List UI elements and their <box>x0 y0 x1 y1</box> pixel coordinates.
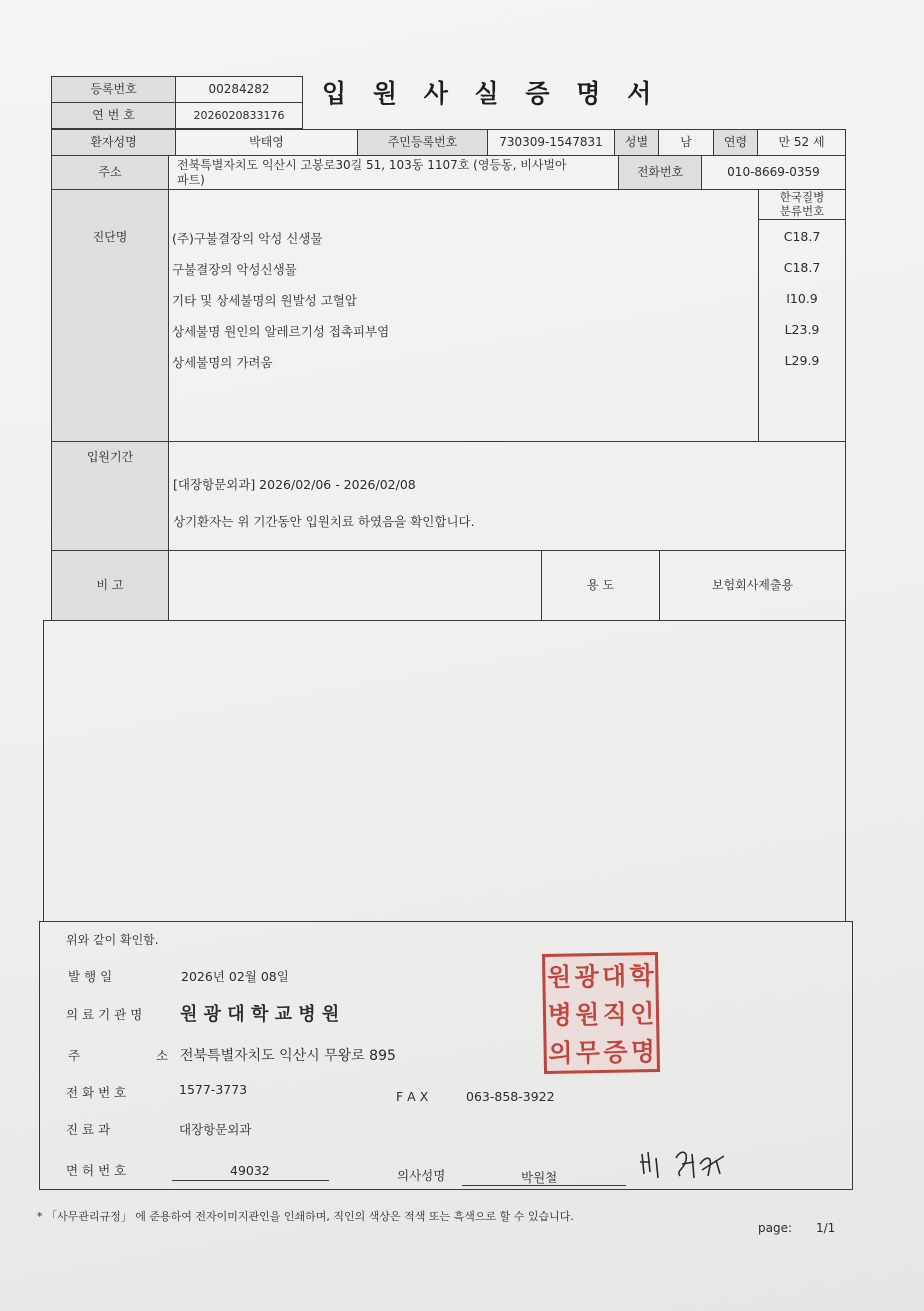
remarks-label: 비 고 <box>51 550 169 621</box>
admission-period: [대장항문외과] 2026/02/06 - 2026/02/08 <box>173 477 416 492</box>
dept-label: 진 료 과 <box>66 1122 111 1137</box>
seal-char: 직 <box>602 999 628 1029</box>
seal-char: 원 <box>546 962 572 992</box>
phone-value: 010-8669-0359 <box>701 155 846 190</box>
doctor-name: 박원철 <box>521 1170 558 1185</box>
diagnosis-name: 상세불명 원인의 알레르기성 접촉피부염 <box>172 324 390 339</box>
serial-no-label: 연 번 호 <box>51 102 176 129</box>
diagnosis-item <box>172 353 846 373</box>
patient-name: 박태영 <box>175 129 358 156</box>
license-label: 면 허 번 호 <box>66 1163 127 1178</box>
diagnosis-code: I10.9 <box>786 291 818 306</box>
reg-no-label: 등록번호 <box>51 76 176 103</box>
age-label: 연령 <box>713 129 758 156</box>
seal-char: 대 <box>601 961 627 991</box>
sex-label: 성별 <box>614 129 659 156</box>
address-line1: 전북특별자치도 익산시 고봉로30길 51, 103동 1107호 (영등동, 비사벌아 <box>177 158 567 173</box>
hospital-address: 전북특별자치도 익산시 무왕로 895 <box>180 1048 396 1064</box>
seal-char: 원 <box>574 1000 600 1030</box>
hospital-phone: 1577-3773 <box>179 1082 248 1097</box>
issue-date: 2026년 02월 08일 <box>181 969 289 984</box>
admission-confirm: 상기환자는 위 기간동안 입원치료 하였음을 확인합니다. <box>173 514 475 529</box>
seal-char: 인 <box>629 999 655 1029</box>
address-label-right: 소 <box>156 1048 169 1063</box>
remarks-value <box>168 550 542 621</box>
rrn-label: 주민등록번호 <box>357 129 488 156</box>
seal-char: 병 <box>547 1000 573 1030</box>
sex-value: 남 <box>658 129 714 156</box>
dept-value: 대장항문외과 <box>179 1122 252 1137</box>
age-value: 만 52 세 <box>757 129 846 156</box>
diagnosis-name: 상세불명의 가려움 <box>172 355 273 370</box>
admission-label: 입원기간 <box>51 441 169 551</box>
address-value <box>168 155 619 190</box>
seal-char: 증 <box>603 1037 628 1067</box>
diagnosis-list <box>172 229 846 399</box>
page-label: page: <box>758 1221 793 1235</box>
diagnosis-name: (주)구불결장의 악성 신생물 <box>172 231 323 246</box>
patient-name-label: 환자성명 <box>51 129 176 156</box>
address-label-left: 주 <box>68 1048 81 1063</box>
diagnosis-code: L23.9 <box>784 322 820 337</box>
institution-label: 의 료 기 관 명 <box>66 1007 143 1022</box>
diagnosis-name: 기타 및 상세불명의 원발성 고혈압 <box>172 293 357 308</box>
purpose-label: 용 도 <box>541 550 660 621</box>
address-line2: 파트) <box>177 172 205 187</box>
seal-char: 광 <box>574 962 599 992</box>
seal-char: 의 <box>548 1038 573 1068</box>
footer-notice: * 「사무관리규정」 에 준용하여 전자이미지관인을 인쇄하며, 직인의 색상은 적색 또는 흑색으로 할 수 있습니다. <box>37 1210 574 1223</box>
hospital-seal <box>542 952 660 1074</box>
doctor-underline <box>462 1185 626 1186</box>
document-title: 입 원 사 실 증 명 서 <box>322 79 661 108</box>
doctor-signature <box>636 1144 728 1186</box>
kcd-header-line1: 한국질병 <box>779 189 825 204</box>
diagnosis-name: 구불결장의 악성신생물 <box>172 262 297 277</box>
diagnosis-label: 진단명 <box>51 189 169 442</box>
reg-no-value: 00284282 <box>175 76 303 103</box>
diagnosis-item <box>172 229 846 249</box>
hospital-phone-label: 전 화 번 호 <box>66 1085 127 1100</box>
institution-name: 원 광 대 학 교 병 원 <box>180 1004 340 1025</box>
footer-confirm: 위와 같이 확인함. <box>66 933 159 947</box>
seal-char: 무 <box>575 1038 601 1068</box>
blank-area <box>43 620 846 922</box>
diagnosis-item <box>172 322 846 342</box>
serial-no-value: 2026020833176 <box>175 102 303 129</box>
diagnosis-code: C18.7 <box>783 260 821 275</box>
phone-label: 전화번호 <box>618 155 702 190</box>
kcd-header <box>758 189 846 220</box>
diagnosis-item <box>172 260 846 280</box>
issue-date-label: 발 행 일 <box>68 969 113 984</box>
seal-char: 명 <box>630 1037 656 1067</box>
fax-label: F A X <box>396 1089 429 1104</box>
diagnosis-code: C18.7 <box>783 229 821 244</box>
doctor-label: 의사성명 <box>397 1168 446 1183</box>
fax-value: 063-858-3922 <box>466 1089 555 1104</box>
diagnosis-code: L29.9 <box>784 353 820 368</box>
diagnosis-item <box>172 291 846 311</box>
seal-char: 학 <box>629 961 654 991</box>
admission-area <box>168 441 846 551</box>
kcd-header-line2: 분류번호 <box>779 203 825 218</box>
license-value: 49032 <box>230 1163 270 1178</box>
purpose-value: 보험회사제출용 <box>659 550 846 621</box>
page-number: 1/1 <box>816 1221 836 1235</box>
license-underline <box>172 1180 329 1181</box>
address-label: 주소 <box>51 155 169 190</box>
rrn-value: 730309-1547831 <box>487 129 615 156</box>
